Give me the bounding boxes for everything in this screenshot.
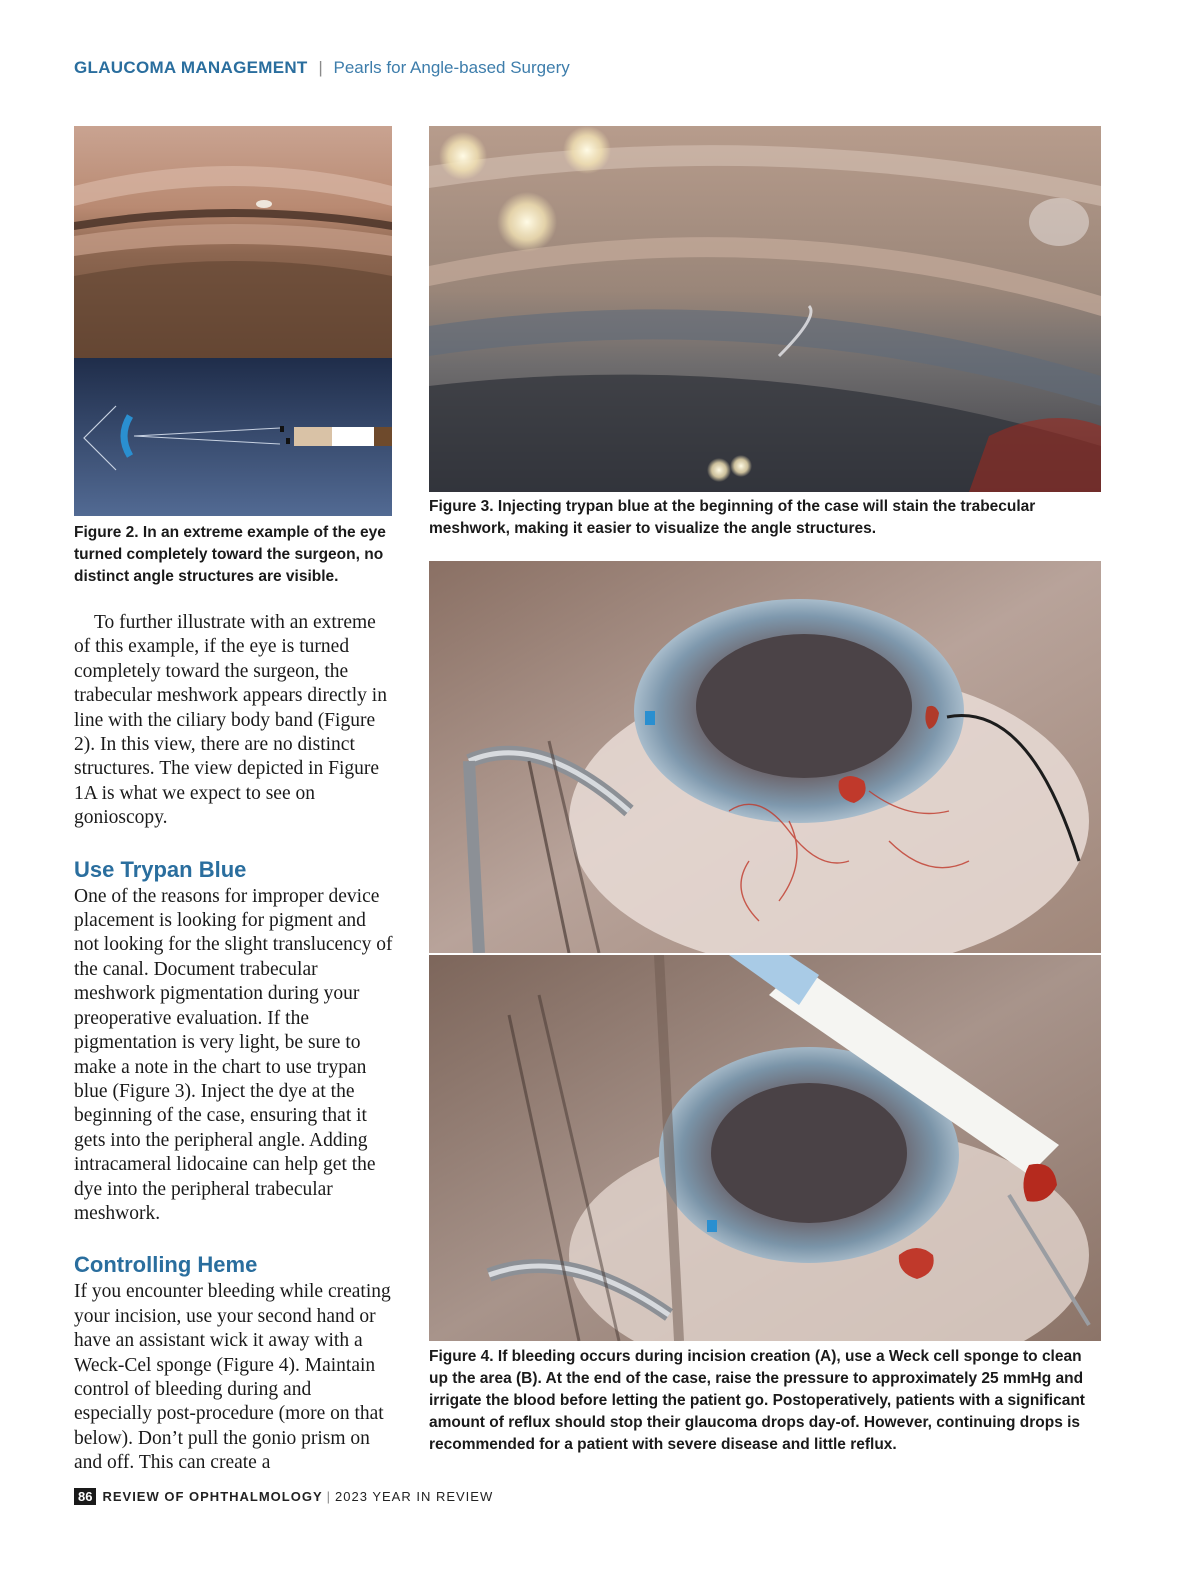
heading-controlling-heme: Controlling Heme	[74, 1252, 258, 1278]
paragraph-2: One of the reasons for improper device placement is looking for pigment and not looking for the slight translucency of the canal. Document trabecular meshwork pigmentation during your preoperative evaluation. If the pigmentation is very light, be sure to make a note in the chart to use trypan blue (Figure 3). Inject the dye at the beginning of the case, ensuring that it gets into the peripheral angle. Adding intracameral lidocaine can help get the dye into the peripheral trabecular meshwork.	[74, 885, 393, 1224]
paragraph-3: If you encounter bleeding while creating your incision, use your second hand or have an assistant wick it away with a Weck-Cel sponge (Figure 4). Maintain control of bleeding during and especially post-procedure (more on that below). Don’t pull the gonio prism on and off. This can create a	[74, 1281, 391, 1474]
figure-4b-photo	[429, 955, 1101, 1341]
figure-4-caption: Figure 4. If bleeding occurs during incision creation (A), use a Weck cell sponge to clean up the area (B). At the end of the case, raise the pressure to approximately 25 mmHg and irrigate the blood before letting the patient go. Postoperatively, patients with a significant amount of reflux should stop their glaucoma drops day-of. However, continuing drops is recommended for a patient with severe disease and little reflux.	[429, 1348, 1085, 1453]
figure-2-caption: Figure 2. In an extreme example of the eye turned completely toward the surgeon, no distinct angle structures are visible.	[74, 524, 386, 585]
running-header	[74, 58, 570, 78]
figure-2-diagram	[74, 358, 392, 516]
section-title: GLAUCOMA MANAGEMENT	[74, 58, 308, 77]
page-number: 86	[74, 1488, 96, 1505]
footer-separator: |	[326, 1489, 332, 1504]
figure-3-photo	[429, 126, 1101, 492]
issue-name: 2023 YEAR IN REVIEW	[335, 1489, 494, 1504]
section-subtitle: Pearls for Angle-based Surgery	[333, 58, 570, 77]
figure-2-photo	[74, 126, 392, 358]
figure-3-caption: Figure 3. Injecting trypan blue at the beginning of the case will stain the trabecular meshwork, making it easier to visualize the angle structures.	[429, 498, 1036, 537]
figure-4a-photo	[429, 561, 1101, 953]
paragraph-1: To further illustrate with an extreme of this example, if the eye is turned completely toward the surgeon, the trabecular meshwork appears directly in line with the ciliary body band (Figure 2). In this view, there are no distinct structures. The view depicted in Figure 1A is what we expect to see on gonioscopy.	[74, 612, 387, 829]
header-separator: |	[318, 58, 323, 77]
heading-use-trypan-blue: Use Trypan Blue	[74, 856, 247, 882]
publication-name: REVIEW OF OPHTHALMOLOGY	[102, 1489, 323, 1504]
page-footer	[74, 1488, 493, 1505]
article-body	[74, 611, 394, 1476]
